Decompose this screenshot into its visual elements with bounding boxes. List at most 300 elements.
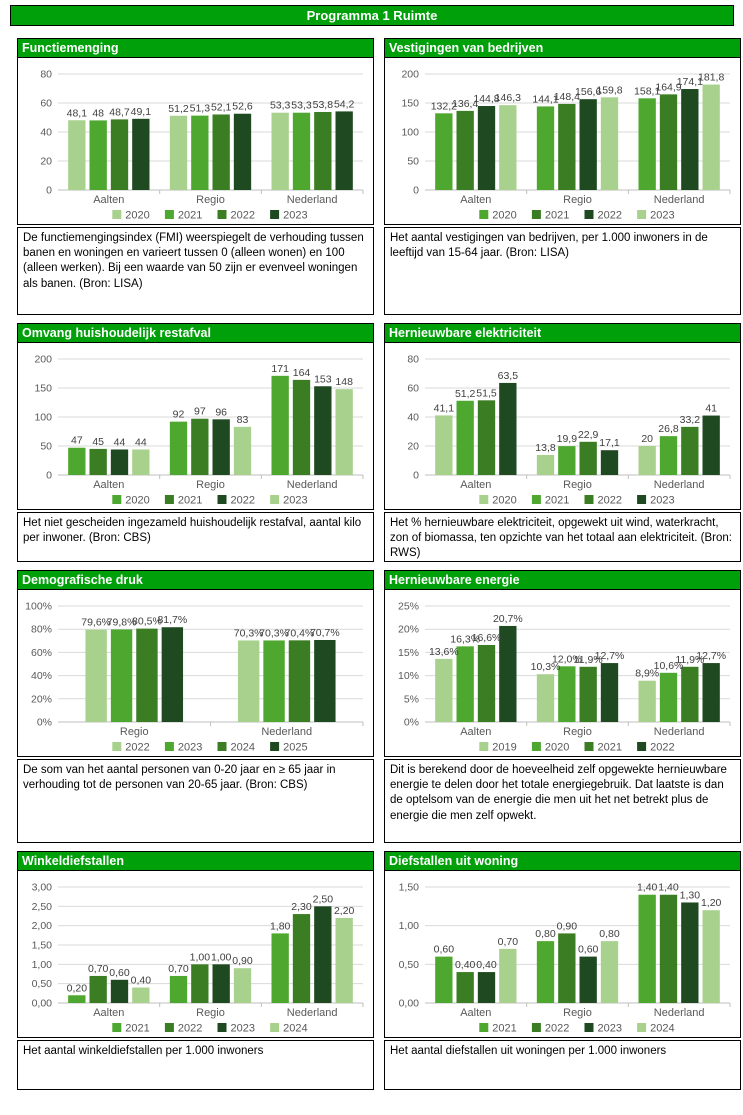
chart-text: 0,80 [599,928,620,941]
bar-2024-Regio [234,968,251,1003]
bar-2021-Nederland [272,933,289,1003]
chart-text: 79,8% [106,616,137,629]
panel-title-hernieuwbare-energie: Hernieuwbare energie [384,570,741,589]
legend-swatch-2023 [270,495,279,504]
chart-text: 12,0% [551,653,582,666]
legend [112,1023,307,1035]
chart-text: 1,50 [398,881,419,894]
chart-text: 17,1 [599,437,620,450]
chart-text: 53,3 [269,99,291,112]
bar-2021-Regio [580,667,597,722]
bar-2022-Nederland [314,386,331,475]
description-winkeldiefstallen: Het aantal winkeldiefstallen per 1.000 inwoners [17,1040,374,1090]
chart-text: 2021 [597,741,622,754]
legend [479,495,674,507]
chart-text: 33,2 [679,413,701,426]
legend-swatch-2023 [637,495,646,504]
bar-2022-Regio [580,99,597,190]
chart-text: 2022 [597,209,622,222]
chart-text: 51,5 [476,387,497,400]
legend [479,1023,674,1035]
bar-2020-Nederland [639,446,656,475]
bar-2022-Aalten [111,119,128,190]
panel-winkeldiefstallen [17,851,374,1090]
chart-text: 0,60 [109,966,130,979]
chart-box-functiemenging [17,57,374,225]
chart-text: Regio [563,194,592,206]
chart-box-vestigingen [384,57,741,225]
chart-box-hernieuwbare-energie [384,589,741,757]
bars [68,111,353,190]
y-axis-labels [407,354,419,482]
chart-text: 0,70 [87,962,109,975]
chart-text: 0,20 [66,982,88,995]
bar-2023-Aalten [132,119,149,190]
chart-box-hernieuwbare-elektriciteit [384,342,741,510]
chart-text: 156,6 [575,86,602,99]
chart-text: 51,2 [454,387,476,400]
chart-text: 2022 [230,209,255,222]
bar-2023-Regio [234,114,251,190]
chart-text: Aalten [93,194,125,206]
chart-text: Nederland [653,726,705,738]
chart-text: 96 [215,406,228,419]
chart-text: 2,50 [312,893,334,906]
bar-2023-Nederland [336,389,353,475]
chart-text: 164,9 [655,81,682,94]
chart-text: 159,8 [596,84,623,97]
chart-text: 20% [397,623,419,636]
bar-2020-Nederland [272,113,289,190]
data-labels [434,882,722,971]
chart-text: 40 [40,126,52,139]
legend-swatch-2023 [270,210,279,219]
chart-text: 1,40 [658,881,679,894]
chart-text: 47 [70,434,83,447]
description-diefstallen-uit-woning: Het aantal diefstallen uit woningen per 1.000 inwoners [384,1040,741,1090]
description-restafval: Het niet gescheiden ingezameld huishoudelijk restafval, aantal kilo per inwoner. (Bron: CBS) [17,512,374,562]
legend-swatch-2024 [218,742,227,751]
bar-2025-Regio [162,627,183,722]
bar-2024-Regio [601,941,618,1003]
chart-text: 50 [407,155,419,168]
chart-text: 148,4 [553,90,580,103]
bar-2022-Nederland [703,663,720,722]
chart-text: 0,40 [130,974,152,987]
chart-text: 148 [335,376,353,389]
chart-text: 2021 [544,209,570,222]
chart-text: 2021 [492,1022,517,1035]
bar-chart-winkeldiefstallen [18,871,373,1037]
data-labels [67,98,355,119]
legend-swatch-2023 [218,1023,227,1032]
x-axis-labels [93,190,363,206]
bar-2021-Regio [191,116,208,190]
chart-text: 200 [34,353,52,366]
chart-text: Nederland [653,194,705,206]
legend-swatch-2022 [532,1023,541,1032]
bar-2021-Nederland [639,895,656,1003]
chart-text: Regio [563,479,592,491]
chart-text: 136,4 [452,97,479,110]
legend-swatch-2021 [532,495,541,504]
legend-swatch-2021 [165,210,174,219]
chart-text: 2023 [283,209,308,222]
bar-2022-Nederland [681,427,698,475]
chart-text: 2024 [283,1022,308,1035]
chart-text: 100% [25,600,52,613]
y-axis-labels [398,601,419,729]
chart-text: 3,00 [31,881,52,894]
bar-2022-Aalten [111,449,128,475]
bars [68,376,353,475]
chart-text: 70,3% [259,627,289,640]
legend-swatch-2020 [112,210,121,219]
bar-2020-Regio [558,666,575,722]
chart-text: 0,40 [454,959,476,972]
chart-text: 12,7% [594,650,625,663]
chart-text: 100 [401,126,419,139]
bar-2022-Regio [558,933,575,1003]
bar-2022-Aalten [457,972,474,1003]
dashboard-grid [0,38,743,1090]
legend-swatch-2022 [165,1023,174,1032]
panel-title-hernieuwbare-elektriciteit: Hernieuwbare elektriciteit [384,323,741,342]
bar-2024-Nederland [289,640,310,722]
chart-text: 48,1 [66,107,88,120]
chart-text: 0,70 [168,962,189,975]
bar-2022-Aalten [499,626,516,722]
bar-2020-Aalten [435,415,452,475]
chart-text: 79,6% [81,616,112,629]
chart-text: 10,6% [653,659,684,672]
chart-text: 0% [403,716,419,729]
bars [85,627,335,722]
chart-text: 11,9% [675,653,705,666]
bar-2022-Nederland [314,112,331,190]
bar-2022-Aalten [90,976,107,1003]
bar-2023-Nederland [703,416,720,475]
bar-2023-Nederland [263,640,284,722]
bar-2022-Nederland [660,895,677,1003]
chart-text: 41 [705,402,718,415]
legend-swatch-2023 [165,742,174,751]
legend-swatch-2021 [479,1023,488,1032]
description-hernieuwbare-energie: Dit is berekend door de hoeveelheid zelf opgewekte hernieuwbare energie te delen door het totale energiegebruik. Dat laatste is dan de optelsom van de energie die men uit het net betrekt plus de energie die men zelf opwekt. [384,759,741,843]
bar-2020-Aalten [435,113,452,190]
legend-swatch-2022 [112,742,121,751]
legend-swatch-2020 [479,495,488,504]
chart-text: 200 [401,68,419,81]
bar-2020-Nederland [639,98,656,190]
chart-text: 0,00 [398,997,419,1010]
chart-text: 0,90 [556,920,578,933]
chart-text: 2023 [597,1022,622,1035]
bar-2023-Nederland [314,906,331,1003]
legend-swatch-2022 [218,495,227,504]
legend-swatch-2020 [532,742,541,751]
legend-swatch-2020 [479,210,488,219]
bar-2024-Aalten [499,949,516,1003]
chart-text: 2023 [230,1022,255,1035]
chart-text: 92 [172,408,185,421]
chart-text: 1,80 [269,920,291,933]
chart-text: 2024 [650,1022,675,1035]
chart-text: 60 [40,97,52,110]
chart-text: 80% [30,623,52,636]
bar-2023-Regio [601,450,618,475]
panel-omvang-huishoudelijk-restafval [17,323,374,562]
chart-text: 1,50 [31,939,52,952]
chart-text: 146,3 [494,92,521,105]
chart-text: 16,3% [450,633,481,646]
chart-text: Aalten [460,194,492,206]
chart-text: 10,3% [530,661,561,674]
legend [479,210,674,222]
chart-text: Aalten [460,1007,492,1019]
chart-text: 0,60 [577,943,599,956]
chart-text: 22,9 [577,428,599,441]
bar-2021-Regio [191,419,208,475]
bar-2023-Nederland [681,902,698,1003]
chart-text: 44 [113,436,126,449]
bar-2021-Nederland [681,667,698,722]
chart-text: Nederland [653,1007,705,1019]
chart-text: 1,30 [679,889,701,902]
bar-chart-functiemenging [18,58,373,224]
chart-text: Aalten [460,726,492,738]
panel-title-functiemenging: Functiemenging [17,38,374,57]
chart-text: Regio [196,479,225,491]
data-labels [67,893,355,994]
x-axis-labels [93,1003,363,1019]
chart-text: 49,1 [130,105,152,118]
bar-2022-Regio [601,663,618,722]
panel-hernieuwbare-energie [384,570,741,843]
bar-2024-Nederland [703,910,720,1003]
bar-2021-Aalten [457,111,474,190]
chart-text: 2023 [177,741,203,754]
bar-2020-Aalten [457,646,474,722]
bar-2022-Regio [191,964,208,1003]
bar-2022-Nederland [238,640,259,722]
description-hernieuwbare-elektriciteit: Het % hernieuwbare elektriciteit, opgewekt uit wind, waterkracht, zon of biomassa, ten opzichte van het totaal aan elektriciteit. (Bron: RWS) [384,512,741,562]
legend [479,742,674,754]
chart-text: 2020 [492,209,517,222]
chart-text: 1,00 [210,951,232,964]
chart-text: 20% [30,693,52,706]
x-axis-labels [460,475,730,491]
chart-text: 2020 [125,494,150,507]
bar-2021-Nederland [660,94,677,190]
chart-text: 51,3 [189,102,211,115]
y-axis-labels [25,601,52,729]
chart-text: 2024 [230,741,255,754]
panel-diefstallen-uit-woning [384,851,741,1090]
bar-2020-Regio [170,116,187,190]
data-labels [431,72,725,113]
chart-text: 144,1 [532,93,559,106]
chart-text: Nederland [261,726,313,738]
bar-2021-Nederland [293,113,310,190]
chart-text: 1,00 [31,958,52,971]
chart-text: 5% [403,693,419,706]
chart-text: 158,1 [634,85,661,98]
bar-2021-Aalten [478,645,495,722]
y-axis-labels [399,882,420,1010]
chart-text: 181,8 [698,71,725,84]
chart-text: 2,30 [291,901,312,914]
chart-text: 2020 [492,494,517,507]
chart-text: 13,6% [428,645,459,658]
chart-text: 0 [46,469,52,482]
chart-text: 0,00 [31,997,52,1010]
chart-text: 2021 [177,209,203,222]
bar-2022-Regio [213,419,230,475]
bar-2023-Nederland [336,111,353,190]
chart-text: 60 [407,382,419,395]
chart-text: 171 [271,362,289,375]
chart-text: 10% [397,670,419,683]
x-axis-labels [120,722,363,738]
legend-swatch-2019 [479,742,488,751]
bar-2022-Regio [213,114,230,190]
x-axis-labels [460,722,730,738]
chart-text: 54,2 [333,98,355,111]
bar-2023-Aalten [132,449,149,475]
chart-text: 2023 [283,494,308,507]
chart-text: 0,80 [535,928,556,941]
chart-text: 174,1 [676,76,703,89]
chart-box-winkeldiefstallen [17,870,374,1038]
panel-vestigingen-van-bedrijven [384,38,741,315]
chart-text: 2022 [597,494,622,507]
bar-2023-Aalten [111,980,128,1003]
bar-2021-Aalten [90,120,107,190]
chart-text: 60% [30,646,52,659]
chart-box-demografische-druk [17,589,374,757]
chart-text: 0,40 [476,959,497,972]
bar-2023-Regio [580,957,597,1003]
chart-text: 11,9% [573,653,603,666]
chart-text: 144,8 [473,93,500,106]
chart-text: 52,6 [232,100,253,113]
panel-hernieuwbare-elektriciteit [384,323,741,562]
panel-demografische-druk [17,570,374,843]
chart-text: 0,50 [398,958,419,971]
chart-text: Nederland [653,479,705,491]
chart-text: 132,2 [430,100,457,113]
chart-text: 45 [92,435,105,448]
bar-2021-Aalten [68,995,85,1003]
legend-swatch-2022 [585,210,594,219]
chart-text: 2021 [125,1022,150,1035]
chart-text: 2021 [177,494,203,507]
chart-text: 1,00 [398,920,419,933]
legend [112,742,307,754]
bar-2023-Nederland [703,85,720,190]
chart-text: 0,60 [433,943,455,956]
description-functiemenging: De functiemengingsindex (FMI) weerspiegelt de verhouding tussen banen en woningen en varieert tussen 0 (alleen wonen) en 100 (alleen werken). Bij een waarde van 50 zijn er evenveel woningen als banen. (Bron: LISA) [17,227,374,315]
chart-text: 83 [236,413,249,426]
chart-text: 1,00 [189,951,211,964]
chart-text: 80 [407,353,419,366]
y-axis-labels [40,69,52,197]
chart-text: 164 [292,366,311,379]
bar-2021-Regio [170,976,187,1003]
chart-text: 19,9 [556,433,578,446]
x-axis-labels [93,475,363,491]
panel-title-winkeldiefstallen: Winkeldiefstallen [17,851,374,870]
chart-text: 2022 [650,741,675,754]
chart-text: 53,3 [291,99,312,112]
bar-2024-Nederland [336,918,353,1003]
chart-text: 20,7% [492,612,523,625]
bar-2022-Regio [580,442,597,475]
chart-text: 100 [34,411,52,424]
bar-2023-Regio [601,97,618,190]
page-title: Programma 1 Ruimte [10,5,734,26]
chart-text: 70,4% [284,627,315,640]
chart-text: 2020 [125,209,150,222]
chart-text: 70,7% [309,626,340,639]
chart-text: 40 [407,411,419,424]
bar-2021-Regio [537,941,554,1003]
chart-text: 153 [314,373,332,386]
x-axis-labels [460,190,730,206]
legend [112,210,307,222]
bar-2022-Nederland [293,914,310,1003]
bar-2023-Regio [111,629,132,722]
panel-title-demografische-druk: Demografische druk [17,570,374,589]
chart-text: 2021 [544,494,570,507]
y-axis-labels [32,882,53,1010]
legend-swatch-2020 [112,495,121,504]
chart-text: 0,50 [31,978,52,991]
bar-2020-Regio [537,455,554,475]
bar-2019-Regio [537,674,554,722]
chart-text: 81,7% [157,614,188,627]
chart-text: 48 [92,107,105,120]
chart-text: Regio [196,1007,225,1019]
chart-text: 63,5 [497,369,519,382]
chart-text: Regio [563,726,592,738]
bar-2021-Aalten [435,957,452,1003]
chart-text: 52,1 [210,101,232,114]
chart-text: 48,7 [109,106,130,119]
x-axis-labels [460,1003,730,1019]
chart-text: 2022 [177,1022,203,1035]
legend-swatch-2021 [585,742,594,751]
chart-text: 150 [401,97,419,110]
bar-2023-Aalten [499,105,516,190]
panel-title-diefstallen-uit-woning: Diefstallen uit woning [384,851,741,870]
chart-text: 2020 [544,741,570,754]
bar-2022-Regio [85,630,106,722]
data-labels [71,363,353,449]
chart-text: 44 [134,436,147,449]
bar-2022-Aalten [478,106,495,190]
legend-swatch-2024 [270,1023,279,1032]
bar-chart-vestigingen [385,58,740,224]
chart-text: 20 [407,440,419,453]
chart-text: 15% [397,646,419,659]
bar-chart-demografische-druk [18,590,373,756]
chart-text: Aalten [93,479,125,491]
bar-2020-Nederland [272,376,289,475]
panel-functiemenging [17,38,374,315]
chart-text: 26,8 [658,423,679,436]
